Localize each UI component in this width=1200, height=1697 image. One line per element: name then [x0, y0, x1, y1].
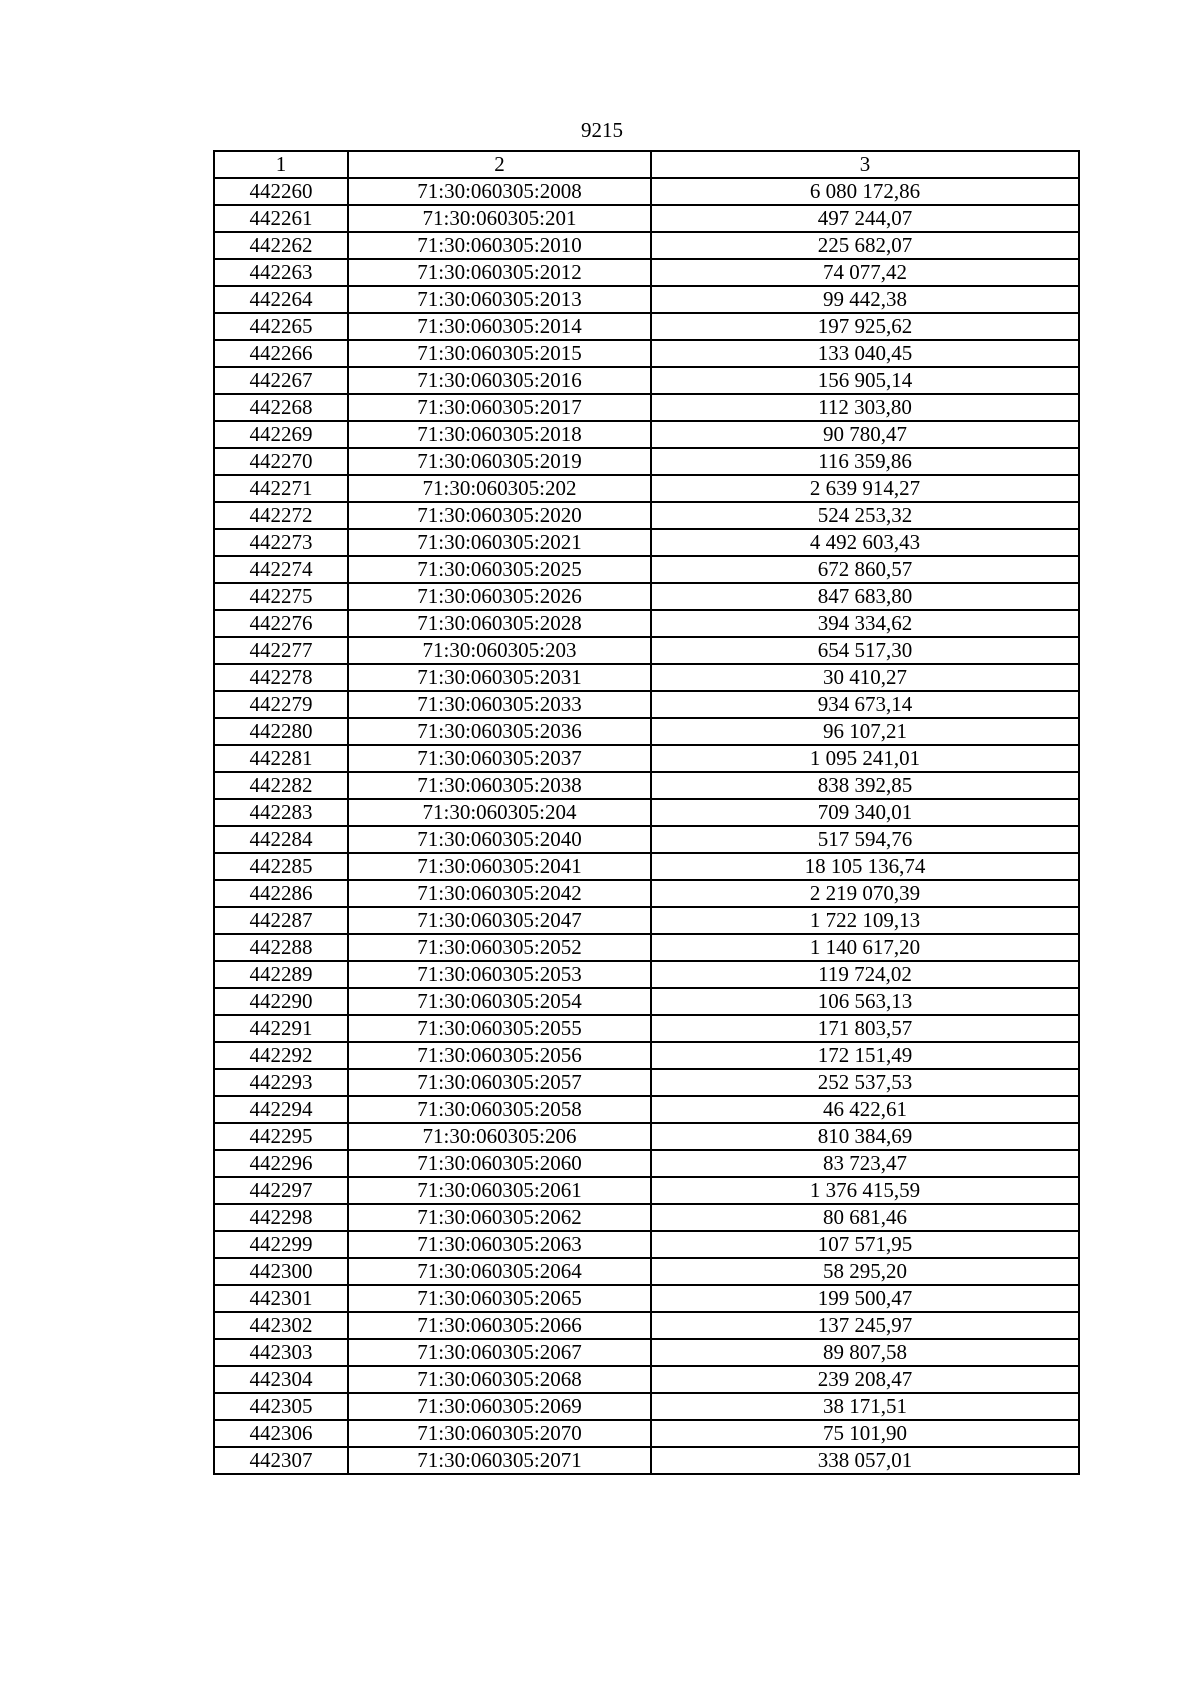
cadastral-number-cell: 71:30:060305:2042 [348, 880, 651, 907]
cadastral-number-cell: 71:30:060305:2041 [348, 853, 651, 880]
cadastral-number-cell: 71:30:060305:2054 [348, 988, 651, 1015]
row-number-cell: 442291 [214, 1015, 348, 1042]
table-row [214, 664, 1079, 691]
table-row [214, 232, 1079, 259]
table-row [214, 259, 1079, 286]
value-cell: 497 244,07 [651, 205, 1079, 232]
row-number-cell: 442307 [214, 1447, 348, 1474]
value-cell: 934 673,14 [651, 691, 1079, 718]
cadastral-number-cell: 71:30:060305:203 [348, 637, 651, 664]
table-row [214, 502, 1079, 529]
table-row [214, 1393, 1079, 1420]
value-cell: 171 803,57 [651, 1015, 1079, 1042]
cadastral-number-cell: 71:30:060305:2014 [348, 313, 651, 340]
cadastral-number-cell: 71:30:060305:2068 [348, 1366, 651, 1393]
cadastral-number-cell: 71:30:060305:2016 [348, 367, 651, 394]
cadastral-number-cell: 71:30:060305:2017 [348, 394, 651, 421]
value-cell: 83 723,47 [651, 1150, 1079, 1177]
table-body [214, 178, 1079, 1474]
table-row [214, 529, 1079, 556]
cadastral-number-cell: 71:30:060305:2061 [348, 1177, 651, 1204]
row-number-cell: 442305 [214, 1393, 348, 1420]
table-row [214, 1096, 1079, 1123]
table-row [214, 421, 1079, 448]
cadastral-number-cell: 71:30:060305:2060 [348, 1150, 651, 1177]
value-cell: 119 724,02 [651, 961, 1079, 988]
value-cell: 1 722 109,13 [651, 907, 1079, 934]
cadastral-number-cell: 71:30:060305:2052 [348, 934, 651, 961]
value-cell: 89 807,58 [651, 1339, 1079, 1366]
table-row [214, 799, 1079, 826]
row-number-cell: 442283 [214, 799, 348, 826]
cadastral-number-cell: 71:30:060305:2013 [348, 286, 651, 313]
row-number-cell: 442284 [214, 826, 348, 853]
row-number-cell: 442292 [214, 1042, 348, 1069]
row-number-cell: 442275 [214, 583, 348, 610]
cadastral-number-cell: 71:30:060305:204 [348, 799, 651, 826]
table-row [214, 1204, 1079, 1231]
row-number-cell: 442267 [214, 367, 348, 394]
value-cell: 4 492 603,43 [651, 529, 1079, 556]
value-cell: 99 442,38 [651, 286, 1079, 313]
value-cell: 524 253,32 [651, 502, 1079, 529]
value-cell: 80 681,46 [651, 1204, 1079, 1231]
table-row [214, 934, 1079, 961]
row-number-cell: 442300 [214, 1258, 348, 1285]
table-row [214, 1258, 1079, 1285]
row-number-cell: 442304 [214, 1366, 348, 1393]
cadastral-number-cell: 71:30:060305:2040 [348, 826, 651, 853]
row-number-cell: 442303 [214, 1339, 348, 1366]
table-row [214, 1069, 1079, 1096]
value-cell: 106 563,13 [651, 988, 1079, 1015]
value-cell: 1 140 617,20 [651, 934, 1079, 961]
table-row [214, 286, 1079, 313]
cadastral-number-cell: 71:30:060305:2033 [348, 691, 651, 718]
table-row [214, 610, 1079, 637]
row-number-cell: 442270 [214, 448, 348, 475]
value-cell: 394 334,62 [651, 610, 1079, 637]
header-cell-2: 2 [348, 151, 651, 178]
value-cell: 116 359,86 [651, 448, 1079, 475]
value-cell: 2 639 914,27 [651, 475, 1079, 502]
row-number-cell: 442274 [214, 556, 348, 583]
row-number-cell: 442261 [214, 205, 348, 232]
row-number-cell: 442295 [214, 1123, 348, 1150]
cadastral-number-cell: 71:30:060305:2064 [348, 1258, 651, 1285]
row-number-cell: 442269 [214, 421, 348, 448]
value-cell: 137 245,97 [651, 1312, 1079, 1339]
cadastral-number-cell: 71:30:060305:2008 [348, 178, 651, 205]
cadastral-number-cell: 71:30:060305:2069 [348, 1393, 651, 1420]
value-cell: 156 905,14 [651, 367, 1079, 394]
table-row [214, 313, 1079, 340]
value-cell: 239 208,47 [651, 1366, 1079, 1393]
row-number-cell: 442293 [214, 1069, 348, 1096]
cadastral-number-cell: 71:30:060305:2066 [348, 1312, 651, 1339]
row-number-cell: 442281 [214, 745, 348, 772]
table-row [214, 745, 1079, 772]
cadastral-number-cell: 71:30:060305:2010 [348, 232, 651, 259]
cadastral-number-cell: 71:30:060305:2026 [348, 583, 651, 610]
row-number-cell: 442264 [214, 286, 348, 313]
table-row [214, 691, 1079, 718]
value-cell: 172 151,49 [651, 1042, 1079, 1069]
table-row [214, 367, 1079, 394]
page-number: 9215 [581, 118, 623, 142]
cadastral-number-cell: 71:30:060305:201 [348, 205, 651, 232]
table-row [214, 907, 1079, 934]
cadastral-number-cell: 71:30:060305:2015 [348, 340, 651, 367]
value-cell: 252 537,53 [651, 1069, 1079, 1096]
cadastral-number-cell: 71:30:060305:2012 [348, 259, 651, 286]
table-row [214, 853, 1079, 880]
table-row [214, 988, 1079, 1015]
row-number-cell: 442301 [214, 1285, 348, 1312]
row-number-cell: 442262 [214, 232, 348, 259]
value-cell: 338 057,01 [651, 1447, 1079, 1474]
cadastral-number-cell: 71:30:060305:2028 [348, 610, 651, 637]
value-cell: 107 571,95 [651, 1231, 1079, 1258]
table-row [214, 1150, 1079, 1177]
row-number-cell: 442290 [214, 988, 348, 1015]
value-cell: 90 780,47 [651, 421, 1079, 448]
table-row [214, 205, 1079, 232]
value-cell: 838 392,85 [651, 772, 1079, 799]
row-number-cell: 442273 [214, 529, 348, 556]
value-cell: 96 107,21 [651, 718, 1079, 745]
table-row [214, 394, 1079, 421]
row-number-cell: 442276 [214, 610, 348, 637]
table-row [214, 178, 1079, 205]
cadastral-number-cell: 71:30:060305:2057 [348, 1069, 651, 1096]
row-number-cell: 442302 [214, 1312, 348, 1339]
value-cell: 6 080 172,86 [651, 178, 1079, 205]
cadastral-number-cell: 71:30:060305:2019 [348, 448, 651, 475]
value-cell: 199 500,47 [651, 1285, 1079, 1312]
value-cell: 58 295,20 [651, 1258, 1079, 1285]
value-cell: 517 594,76 [651, 826, 1079, 853]
value-cell: 133 040,45 [651, 340, 1079, 367]
row-number-cell: 442285 [214, 853, 348, 880]
header-cell-3: 3 [651, 151, 1079, 178]
cadastral-number-cell: 71:30:060305:2055 [348, 1015, 651, 1042]
cadastral-number-cell: 71:30:060305:2058 [348, 1096, 651, 1123]
value-cell: 1 095 241,01 [651, 745, 1079, 772]
value-cell: 709 340,01 [651, 799, 1079, 826]
cadastral-number-cell: 71:30:060305:2025 [348, 556, 651, 583]
value-cell: 38 171,51 [651, 1393, 1079, 1420]
header-cell-1: 1 [214, 151, 348, 178]
value-cell: 74 077,42 [651, 259, 1079, 286]
table-row [214, 1015, 1079, 1042]
row-number-cell: 442288 [214, 934, 348, 961]
value-cell: 197 925,62 [651, 313, 1079, 340]
row-number-cell: 442297 [214, 1177, 348, 1204]
cadastral-number-cell: 71:30:060305:206 [348, 1123, 651, 1150]
row-number-cell: 442287 [214, 907, 348, 934]
table-row [214, 448, 1079, 475]
row-number-cell: 442272 [214, 502, 348, 529]
table-row [214, 1042, 1079, 1069]
row-number-cell: 442277 [214, 637, 348, 664]
row-number-cell: 442263 [214, 259, 348, 286]
value-cell: 847 683,80 [651, 583, 1079, 610]
table-row [214, 1420, 1079, 1447]
row-number-cell: 442298 [214, 1204, 348, 1231]
cadastral-number-cell: 71:30:060305:202 [348, 475, 651, 502]
cadastral-number-cell: 71:30:060305:2038 [348, 772, 651, 799]
cadastral-number-cell: 71:30:060305:2021 [348, 529, 651, 556]
row-number-cell: 442306 [214, 1420, 348, 1447]
table-row [214, 961, 1079, 988]
value-cell: 18 105 136,74 [651, 853, 1079, 880]
table-row [214, 826, 1079, 853]
row-number-cell: 442299 [214, 1231, 348, 1258]
cadastral-number-cell: 71:30:060305:2020 [348, 502, 651, 529]
cadastral-number-cell: 71:30:060305:2018 [348, 421, 651, 448]
table-row [214, 1312, 1079, 1339]
table-row [214, 556, 1079, 583]
header-row [214, 151, 1079, 178]
value-cell: 30 410,27 [651, 664, 1079, 691]
cadastral-number-cell: 71:30:060305:2036 [348, 718, 651, 745]
row-number-cell: 442271 [214, 475, 348, 502]
cadastral-number-cell: 71:30:060305:2063 [348, 1231, 651, 1258]
row-number-cell: 442294 [214, 1096, 348, 1123]
table-row [214, 1339, 1079, 1366]
row-number-cell: 442282 [214, 772, 348, 799]
value-cell: 1 376 415,59 [651, 1177, 1079, 1204]
row-number-cell: 442280 [214, 718, 348, 745]
table-row [214, 1447, 1079, 1474]
table-row [214, 880, 1079, 907]
row-number-cell: 442268 [214, 394, 348, 421]
table-row [214, 340, 1079, 367]
value-cell: 2 219 070,39 [651, 880, 1079, 907]
row-number-cell: 442289 [214, 961, 348, 988]
value-cell: 75 101,90 [651, 1420, 1079, 1447]
cadastral-number-cell: 71:30:060305:2047 [348, 907, 651, 934]
cadastral-number-cell: 71:30:060305:2067 [348, 1339, 651, 1366]
table-row [214, 1177, 1079, 1204]
table-row [214, 583, 1079, 610]
table-row [214, 1366, 1079, 1393]
cadastral-number-cell: 71:30:060305:2062 [348, 1204, 651, 1231]
cadastral-number-cell: 71:30:060305:2053 [348, 961, 651, 988]
table-row [214, 475, 1079, 502]
row-number-cell: 442278 [214, 664, 348, 691]
table-row [214, 1123, 1079, 1150]
value-cell: 225 682,07 [651, 232, 1079, 259]
row-number-cell: 442286 [214, 880, 348, 907]
cadastral-number-cell: 71:30:060305:2070 [348, 1420, 651, 1447]
row-number-cell: 442279 [214, 691, 348, 718]
value-cell: 654 517,30 [651, 637, 1079, 664]
row-number-cell: 442296 [214, 1150, 348, 1177]
row-number-cell: 442266 [214, 340, 348, 367]
cadastral-number-cell: 71:30:060305:2037 [348, 745, 651, 772]
row-number-cell: 442260 [214, 178, 348, 205]
table-row [214, 718, 1079, 745]
row-number-cell: 442265 [214, 313, 348, 340]
cadastral-number-cell: 71:30:060305:2071 [348, 1447, 651, 1474]
cadastral-number-cell: 71:30:060305:2031 [348, 664, 651, 691]
value-cell: 112 303,80 [651, 394, 1079, 421]
value-cell: 672 860,57 [651, 556, 1079, 583]
registry-table [213, 150, 1080, 1475]
table-row [214, 1285, 1079, 1312]
value-cell: 810 384,69 [651, 1123, 1079, 1150]
cadastral-number-cell: 71:30:060305:2056 [348, 1042, 651, 1069]
table-row [214, 772, 1079, 799]
cadastral-number-cell: 71:30:060305:2065 [348, 1285, 651, 1312]
table-row [214, 637, 1079, 664]
table-row [214, 1231, 1079, 1258]
value-cell: 46 422,61 [651, 1096, 1079, 1123]
